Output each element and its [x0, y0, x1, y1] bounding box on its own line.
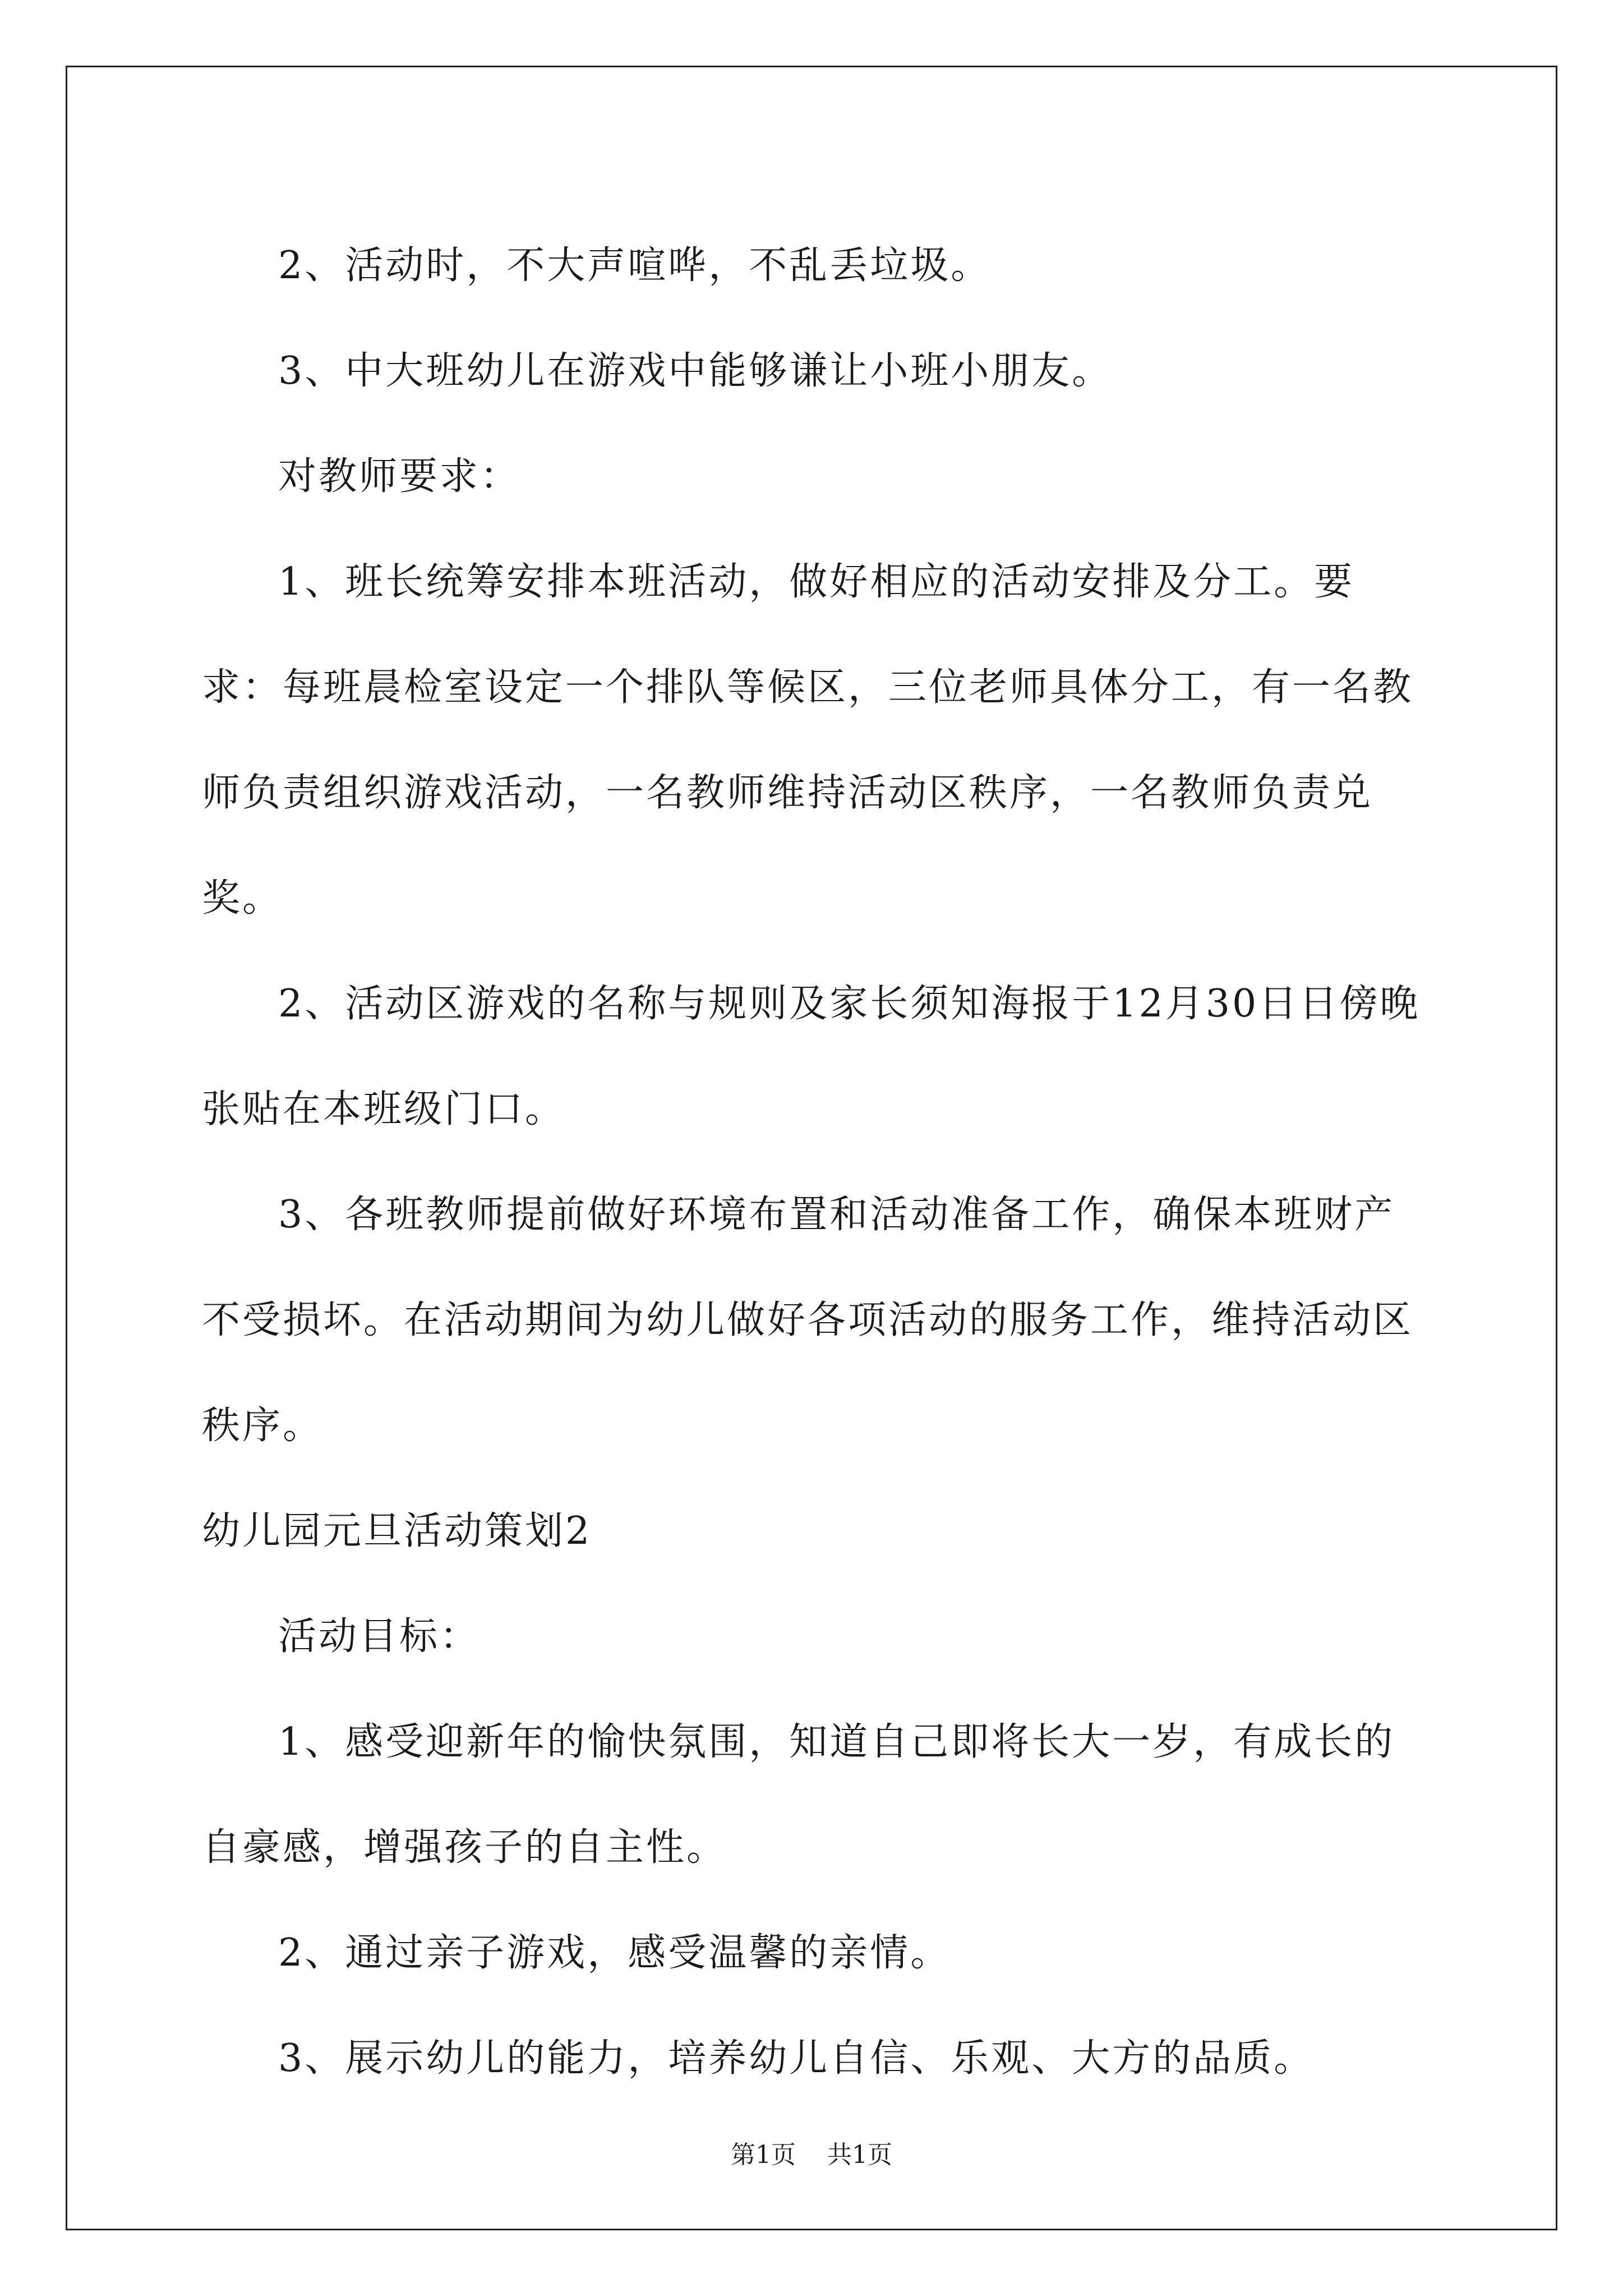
paragraph: 1、感受迎新年的愉快氛围，知道自己即将长大一岁，有成长的自豪感，增强孩子的自主性。 [202, 1720, 1395, 1870]
section-heading: 幼儿园元旦活动策划2 [202, 1509, 592, 1553]
paragraph: 2、活动时，不大声喧哗，不乱丢垃圾。 [278, 243, 992, 288]
paragraph: 2、活动区游戏的名称与规则及家长须知海报于12月30日日傍晚张贴在本班级门口。 [202, 982, 1421, 1131]
page-number-current: 第1页 [731, 2141, 796, 2169]
document-body [202, 213, 1424, 2111]
paragraph: 对教师要求： [278, 454, 521, 499]
paragraph: 3、各班教师提前做好环境布置和活动准备工作，确保本班财产不受损坏。在活动期间为幼儿做好各项活动的服务工作，维持活动区秩序。 [202, 1193, 1414, 1448]
paragraph: 2、通过亲子游戏，感受温馨的亲情。 [278, 1931, 951, 1975]
paragraph: 3、中大班幼儿在游戏中能够谦让小班小朋友。 [278, 349, 1113, 393]
paragraph: 3、展示幼儿的能力，培养幼儿自信、乐观、大方的品质。 [278, 2036, 1315, 2081]
page-footer [0, 2134, 1623, 2170]
page-number-total: 共1页 [827, 2141, 892, 2169]
paragraph: 1、班长统筹安排本班活动，做好相应的活动安排及分工。要求：每班晨检室设定一个排队等候区，三位老师具体分工，有一名教师负责组织游戏活动，一名教师维持活动区秩序，一名教师负责兑奖。 [202, 560, 1414, 921]
paragraph: 活动目标： [278, 1614, 481, 1659]
